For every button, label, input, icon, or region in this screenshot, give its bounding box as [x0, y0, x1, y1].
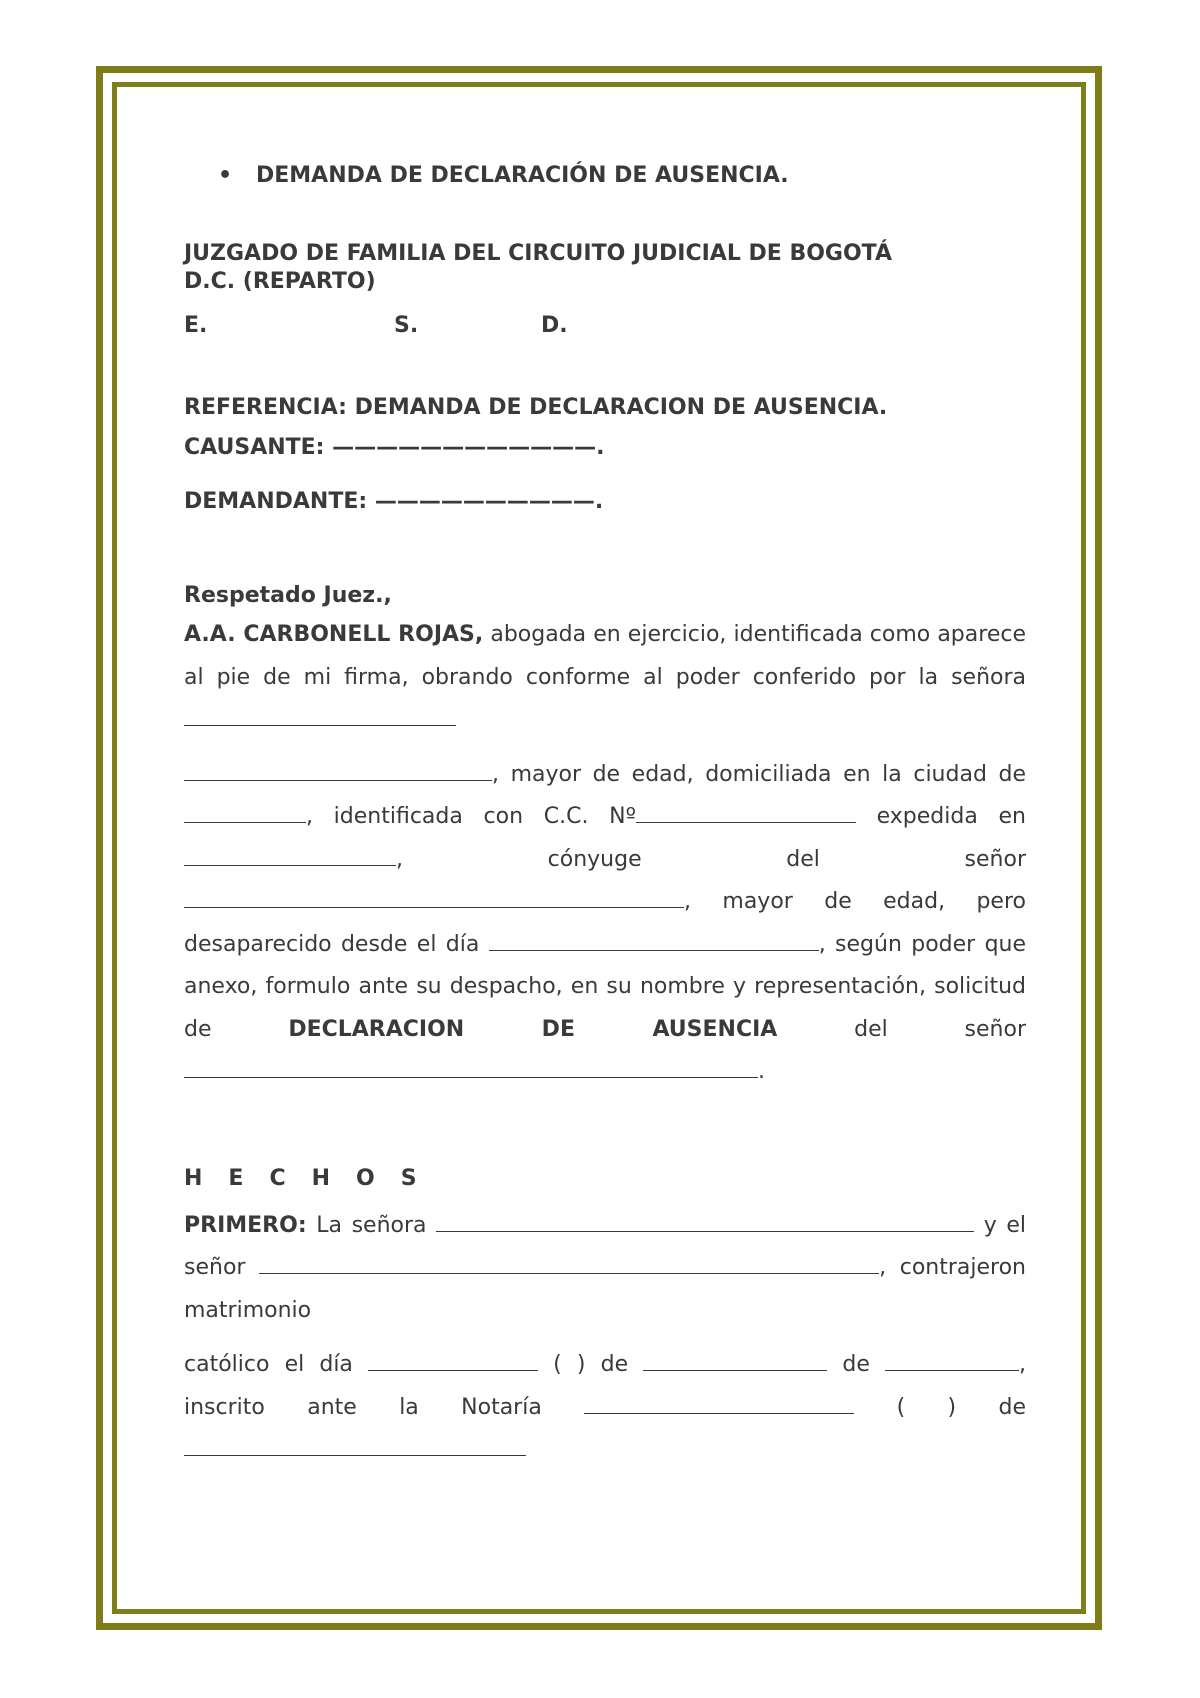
blank-field: [259, 1251, 879, 1274]
blank-field: [436, 1209, 974, 1232]
body-bold-text: DECLARACION DE AUSENCIA: [288, 1016, 778, 1042]
primero-label: PRIMERO:: [184, 1212, 307, 1238]
demandante-line: [184, 488, 1026, 516]
blank-field: [184, 703, 456, 726]
blank-field: [636, 800, 856, 823]
demandante-dashes: ——————————.: [374, 489, 604, 514]
body-text: .: [758, 1059, 765, 1084]
blank-field: [184, 1055, 758, 1078]
primero-paragraph: [184, 1205, 1026, 1333]
body-text: , según poder que anexo, formulo ante su despacho, en su nombre y representación, solicitud de: [184, 931, 1027, 1042]
blank-field: [184, 843, 396, 866]
title-text: DEMANDA DE DECLARACIÓN DE AUSENCIA.: [256, 163, 789, 188]
blank-field: [184, 885, 684, 908]
primero-text: ( ) de: [538, 1352, 644, 1377]
primero-text: ( ) de: [854, 1394, 1026, 1420]
referencia-line: REFERENCIA: DEMANDA DE DECLARACION DE AUSENCIA.: [184, 395, 888, 420]
bullet-icon: •: [218, 163, 233, 188]
blank-field: [184, 1433, 526, 1456]
court-heading-line2: D.C. (REPARTO): [184, 269, 376, 294]
intro-text: abogada en ejercicio, identificada como aparece al pie de mi firma, obrando conforme al poder conferido por la señora: [184, 622, 1026, 690]
document-page: [184, 160, 1026, 1472]
body-paragraph: [184, 754, 1026, 1094]
body-text: , mayor de edad, pero desaparecido desde el día: [184, 889, 1026, 957]
body-text: del señor: [777, 1016, 1026, 1042]
blank-field: [489, 928, 819, 951]
court-heading-line1: JUZGADO DE FAMILIA DEL CIRCUITO JUDICIAL DE BOGOTÁ: [184, 241, 892, 266]
document-title: [218, 160, 1026, 192]
salutation: Respetado Juez.,: [184, 583, 392, 608]
esd-s: S.: [394, 313, 419, 338]
body-text: , cónyuge del señor: [396, 846, 1026, 872]
causante-label: CAUSANTE:: [184, 435, 333, 460]
lawyer-name: A.A. CARBONELL ROJAS,: [184, 622, 484, 647]
body-text: expedida en: [855, 804, 1026, 829]
blank-field: [584, 1391, 854, 1414]
causante-dashes: ————————————.: [332, 435, 605, 460]
primero-text: , inscrito ante la Notaría: [184, 1352, 1026, 1420]
hechos-heading: HECHOS: [184, 1165, 443, 1191]
body-text: , mayor de edad, domiciliada en la ciudad de: [492, 761, 1026, 787]
primero-text: y el señor: [184, 1212, 1026, 1280]
demandante-label: DEMANDANTE:: [184, 489, 375, 514]
blank-field: [643, 1348, 827, 1371]
primero-text: La señora: [306, 1212, 437, 1238]
primero-text: católico el día: [184, 1352, 369, 1377]
blank-field: [184, 800, 306, 823]
blank-field: [184, 758, 492, 781]
body-text: , identificada con C.C. Nº: [306, 804, 636, 829]
esd-e: E.: [184, 313, 208, 338]
blank-field: [368, 1348, 538, 1371]
intro-paragraph: [184, 614, 1026, 742]
primero-paragraph-2: [184, 1344, 1026, 1472]
causante-line: [184, 434, 1026, 462]
primero-text: de: [827, 1352, 885, 1377]
blank-field: [885, 1348, 1019, 1371]
primero-text: , contrajeron matrimonio: [184, 1255, 1026, 1323]
esd-d: D.: [541, 313, 568, 338]
esd-line: [184, 312, 1026, 340]
